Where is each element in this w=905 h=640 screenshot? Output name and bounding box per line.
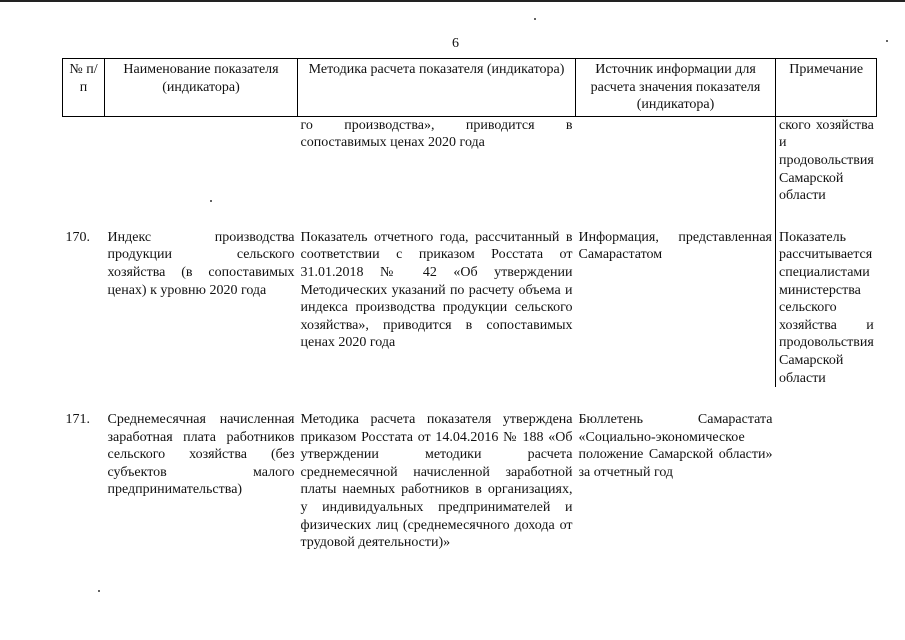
- indicators-table: [62, 58, 877, 552]
- cell-name: Индекс производства продукции сельского хозяйства (в сопоставимых ценах) к уровню 2020 года: [107, 229, 295, 298]
- cell-method: Методика расчета показателя утверждена приказом Росстата от 14.04.2016 № 188 «Об утверждении методики расчета среднемесячной начисленной заработной платы наемных работников в организациях, у индивидуальных предпринимателей и физических лиц (среднемесячного дохода от трудовой деятельности)»: [300, 412, 573, 551]
- cell-note: Показатель рассчитывается специалистами министерства сельского хозяйства и продовольствия Самарской области: [776, 229, 877, 387]
- cell-source: Бюллетень Самарастата «Социально-экономическое положение Самарской области» за отчетный год: [578, 412, 773, 480]
- cell-source: [576, 116, 776, 204]
- header-num: № п/п: [63, 59, 105, 117]
- cell-num: 170.: [65, 229, 90, 245]
- cell-method: Показатель отчетного года, рассчитанный в соответствии с приказом Росстата от 31.01.2018 № 42 «Об утверждении Методических указаний по расчету объема и индекса производства продукции сельского хозяйства», приводится в сопоставимых ценах 2020 года: [300, 229, 573, 351]
- table-header-row: [63, 59, 877, 117]
- scan-speck: [534, 18, 536, 20]
- cell-name: Среднемесячная начисленная заработная плата работников сельского хозяйства (без субъектов малого предпринимательства): [107, 412, 295, 498]
- scan-speck: [886, 40, 888, 42]
- row-spacer: [63, 387, 877, 411]
- cell-method: го производства», приводится в сопоставимых ценах 2020 года: [300, 117, 573, 151]
- table-row: [63, 229, 877, 387]
- header-source: Источник информации для расчета значения показателя (индикатора): [576, 59, 776, 117]
- header-method: Методика расчета показателя (индикатора): [298, 59, 576, 117]
- cell-num: [63, 116, 105, 204]
- row-spacer: [63, 205, 877, 229]
- header-note: Примечание: [776, 59, 877, 117]
- table-row: [63, 411, 877, 552]
- header-name: Наименование показателя (индикатора): [105, 59, 298, 117]
- cell-source: Информация, представленная Самарастатом: [578, 229, 772, 263]
- cell-note: [776, 411, 877, 552]
- scan-edge-line: [0, 0, 905, 2]
- cell-name: [105, 116, 298, 204]
- cell-num: 171.: [65, 412, 90, 428]
- page-number: 6: [452, 36, 459, 51]
- table-row-continuation: [63, 116, 877, 204]
- scan-speck: [98, 590, 100, 592]
- cell-note: ского хозяйства и продовольствия Самарской области: [776, 116, 877, 204]
